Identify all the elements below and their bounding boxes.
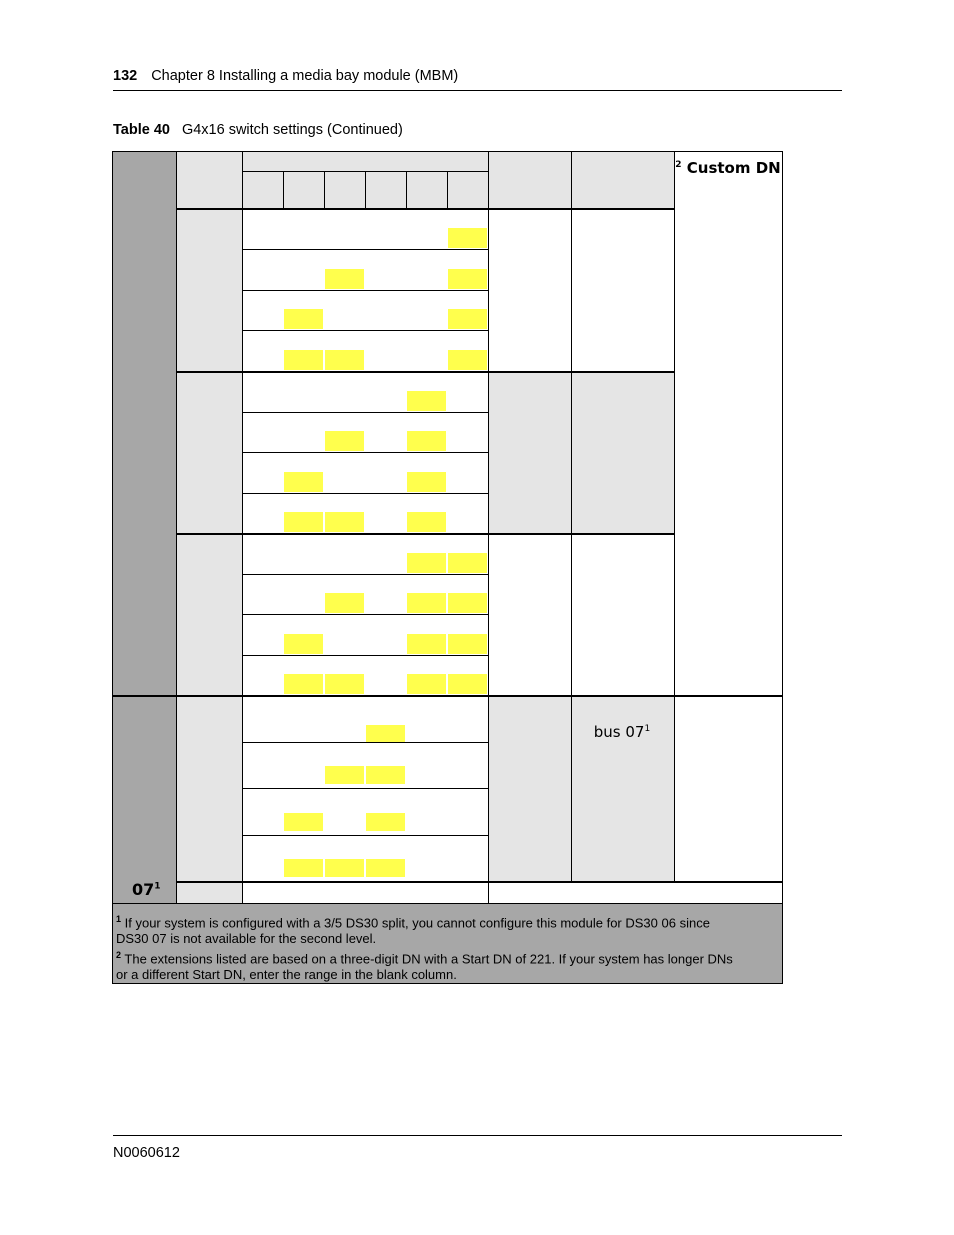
switch-off bbox=[325, 593, 364, 613]
group-divider bbox=[176, 533, 674, 535]
row-divider bbox=[242, 835, 488, 836]
switch-off bbox=[284, 813, 323, 831]
switch-col-divider bbox=[324, 171, 325, 208]
footer-rule bbox=[113, 1135, 842, 1136]
chapter-title: Chapter 8 Installing a media bay module (MBM) bbox=[151, 68, 459, 84]
bus-07-number: 07 bbox=[132, 880, 155, 899]
switch-off bbox=[407, 431, 446, 451]
switch-settings-table bbox=[112, 151, 783, 984]
switch-off bbox=[448, 269, 487, 289]
switch-off bbox=[284, 674, 323, 694]
dn-col-right bbox=[674, 151, 675, 881]
switch-off bbox=[448, 228, 487, 248]
switch-off bbox=[284, 309, 323, 329]
switch-off bbox=[325, 431, 364, 451]
dn-info-line bbox=[594, 723, 650, 741]
switch-col-divider bbox=[365, 171, 366, 208]
switch-off bbox=[407, 512, 446, 532]
footnote-mark: 1 bbox=[644, 724, 651, 734]
row-divider bbox=[242, 452, 488, 453]
switch-off bbox=[325, 350, 364, 370]
header-rule bbox=[113, 90, 842, 91]
switch-off bbox=[325, 269, 364, 289]
switch-off bbox=[325, 766, 364, 784]
switch-off bbox=[407, 553, 446, 573]
table-title: G4x16 switch settings (Continued) bbox=[181, 122, 403, 138]
switch-off bbox=[284, 634, 323, 654]
switch-off bbox=[448, 674, 487, 694]
footnote-text: If your system is configured with a 3/5 DS30 split, you cannot configure this module for DS30 06 since bbox=[121, 915, 710, 931]
bus-col-divider bbox=[176, 151, 177, 903]
row-divider bbox=[242, 742, 488, 743]
footnote bbox=[116, 947, 779, 983]
table-caption bbox=[113, 122, 403, 138]
custom-dn-header bbox=[675, 159, 780, 177]
switch-col-divider bbox=[283, 171, 284, 208]
row-divider bbox=[242, 788, 488, 789]
row-divider bbox=[242, 290, 488, 291]
group-divider bbox=[112, 695, 783, 697]
row-divider bbox=[242, 614, 488, 615]
switch-off bbox=[284, 350, 323, 370]
switch-off bbox=[284, 472, 323, 492]
switch-col-right bbox=[488, 151, 489, 903]
switch-off bbox=[325, 859, 364, 877]
custom-dn-label: Custom DN bbox=[681, 159, 781, 177]
switch-off bbox=[448, 350, 487, 370]
switch-off bbox=[448, 634, 487, 654]
footnote-mark: 1 bbox=[116, 914, 122, 924]
row-divider bbox=[242, 412, 488, 413]
switch-off bbox=[325, 674, 364, 694]
bus-07-label bbox=[132, 880, 161, 899]
table-body-bottom-rule bbox=[112, 903, 783, 904]
footnote-text: The extensions listed are based on a three-digit DN with a Start DN of 221. If your system has longer DNs bbox=[121, 951, 733, 967]
switch-off bbox=[407, 472, 446, 492]
switch-off bbox=[366, 766, 405, 784]
switch-off bbox=[448, 309, 487, 329]
row-divider bbox=[242, 330, 488, 331]
row-divider bbox=[242, 493, 488, 494]
footnote-text-continued: or a different Start DN, enter the range in the blank column. bbox=[116, 967, 457, 983]
switch-off bbox=[407, 634, 446, 654]
page-header bbox=[113, 68, 458, 84]
switch-off bbox=[366, 859, 405, 877]
document-id: N0060612 bbox=[113, 1145, 180, 1161]
row-divider bbox=[242, 249, 488, 250]
switch-off bbox=[448, 553, 487, 573]
table-label: Table 40 bbox=[113, 122, 170, 138]
switch-off bbox=[325, 512, 364, 532]
group-divider bbox=[176, 371, 674, 373]
footnote bbox=[116, 911, 779, 947]
switch-off bbox=[448, 593, 487, 613]
switch-col-divider bbox=[406, 171, 407, 208]
switch-col-divider bbox=[447, 171, 448, 208]
switch-off bbox=[284, 859, 323, 877]
switch-off bbox=[407, 391, 446, 411]
dn-info-text: bus 07 bbox=[593, 723, 645, 741]
footnote-mark: 1 bbox=[154, 881, 161, 892]
offset-col-divider bbox=[242, 151, 243, 903]
header-bottom-rule bbox=[176, 208, 674, 210]
row-divider bbox=[242, 574, 488, 575]
row-divider bbox=[242, 655, 488, 656]
footnote-mark: 2 bbox=[116, 950, 122, 960]
lines-col-right bbox=[571, 151, 572, 881]
custom-dn-footnote-mark: 2 bbox=[675, 160, 682, 170]
footnote-text-continued: DS30 07 is not available for the second level. bbox=[116, 931, 377, 947]
switch-off bbox=[407, 593, 446, 613]
switch-off bbox=[366, 813, 405, 831]
switch-off bbox=[366, 725, 405, 743]
bus-07-top-rule bbox=[176, 881, 783, 883]
page-number: 132 bbox=[113, 68, 138, 84]
switch-off bbox=[407, 674, 446, 694]
switch-off bbox=[284, 512, 323, 532]
